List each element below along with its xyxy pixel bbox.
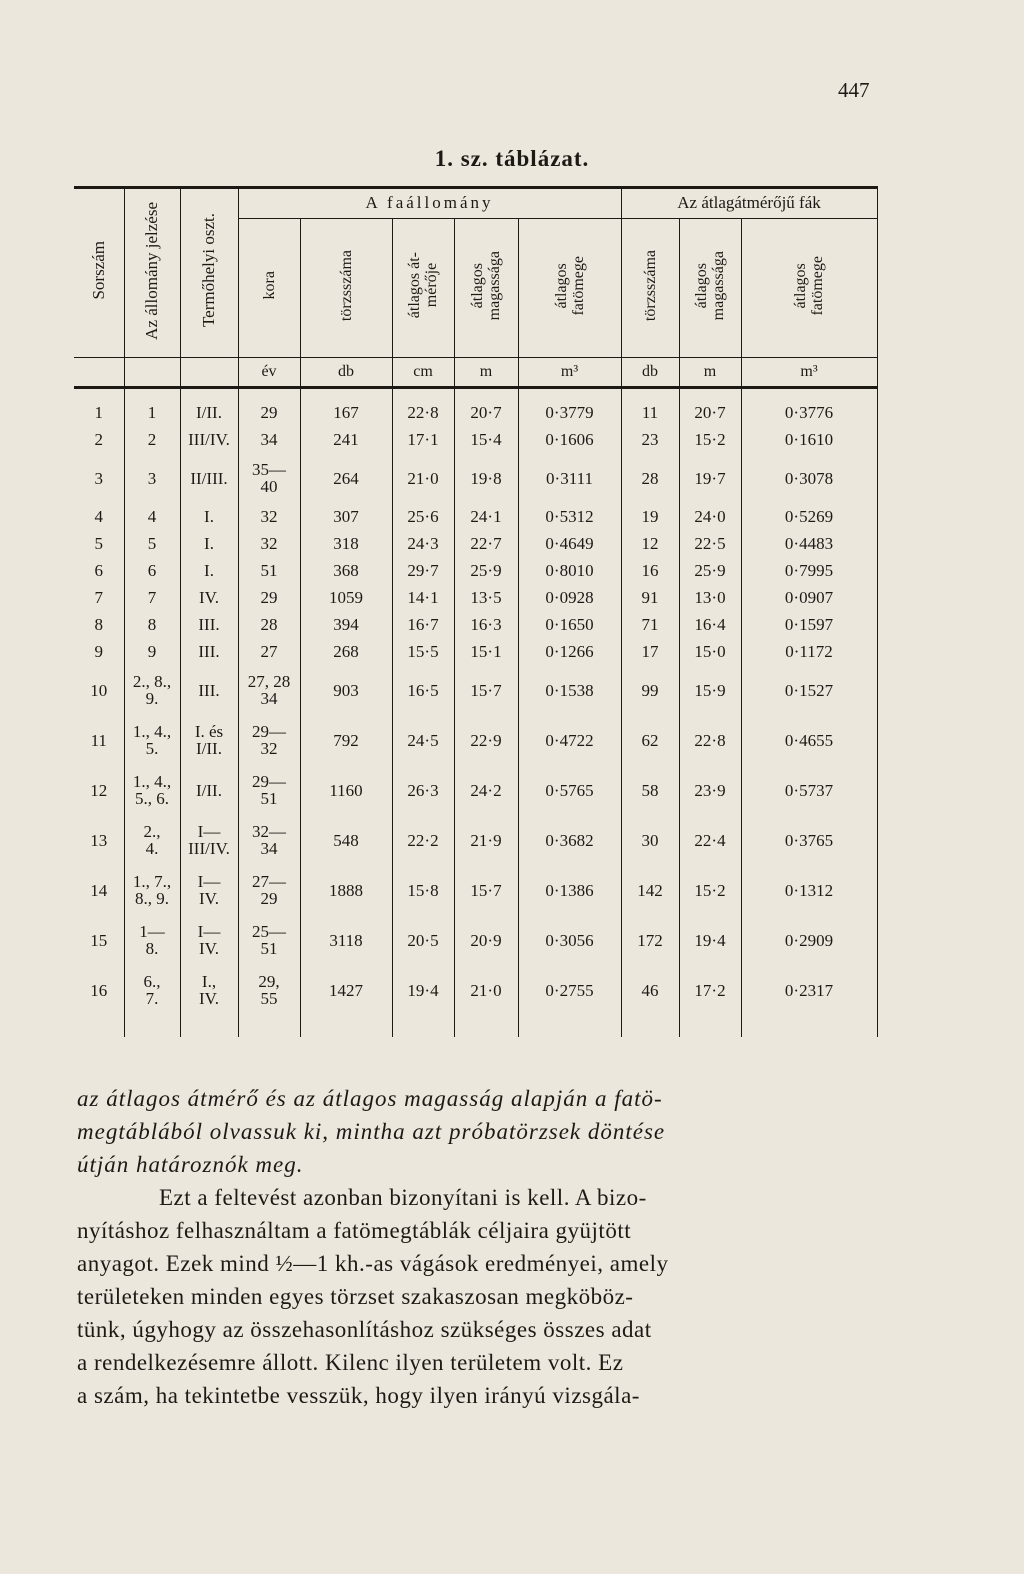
table-cell: 15·1	[454, 638, 518, 665]
table-cell: 5	[124, 530, 180, 557]
table-cell: 0·1610	[741, 426, 877, 453]
table-cell: 8	[74, 611, 124, 638]
table-row	[74, 815, 877, 865]
table-row	[74, 638, 877, 665]
table-row	[74, 388, 877, 427]
table-body	[74, 388, 877, 1038]
table-cell: 25·6	[392, 503, 454, 530]
table-cell: 7	[74, 584, 124, 611]
table-cell: 8	[124, 611, 180, 638]
table-cell: 35— 40	[238, 453, 300, 503]
text-line: tünk, úgyhogy az összehasonlításhoz szükséges összes adat	[77, 1317, 652, 1342]
unit-cell: db	[300, 358, 392, 388]
table-cell: 24·1	[454, 503, 518, 530]
table-cell: 58	[621, 765, 679, 815]
table-cell: 32	[238, 503, 300, 530]
table-cell: 17	[621, 638, 679, 665]
table-cell: 1	[124, 388, 180, 427]
table-cell: 16·4	[679, 611, 741, 638]
table-cell: 21·0	[392, 453, 454, 503]
table-cell: 0·3078	[741, 453, 877, 503]
table-cell: 9	[124, 638, 180, 665]
table-cell: 12	[74, 765, 124, 815]
col-header-torzsszama: törzsszáma	[300, 218, 392, 357]
table-cell: 29, 55	[238, 965, 300, 1037]
table-cell: 6	[124, 557, 180, 584]
table-cell: 29— 51	[238, 765, 300, 815]
table-cell: 14·1	[392, 584, 454, 611]
table-cell: 19·4	[392, 965, 454, 1037]
table-cell: 14	[74, 865, 124, 915]
table-cell: 23	[621, 426, 679, 453]
table-cell: 24·0	[679, 503, 741, 530]
table-cell: 27— 29	[238, 865, 300, 915]
table-caption: 1. sz. táblázat.	[434, 146, 590, 171]
unit-cell: m	[679, 358, 741, 388]
table-cell: 29	[238, 584, 300, 611]
table-cell: 19·7	[679, 453, 741, 503]
table-cell: 22·4	[679, 815, 741, 865]
table-cell: 19·4	[679, 915, 741, 965]
table-cell: III.	[180, 611, 238, 638]
table-cell: 0·1597	[741, 611, 877, 638]
table-cell: 0·8010	[518, 557, 621, 584]
text-line: nyításhoz felhasználtam a fatömegtáblák céljaira gyüjtött	[77, 1218, 632, 1243]
table-cell: 0·7995	[741, 557, 877, 584]
table-cell: 318	[300, 530, 392, 557]
table-cell: 91	[621, 584, 679, 611]
table-cell: 0·3056	[518, 915, 621, 965]
table-cell: 29— 32	[238, 715, 300, 765]
table-cell: 5	[74, 530, 124, 557]
table-cell: I/II.	[180, 765, 238, 815]
table-cell: I— III/IV.	[180, 815, 238, 865]
table-cell: 792	[300, 715, 392, 765]
table-cell: 2	[124, 426, 180, 453]
table-cell: 7	[124, 584, 180, 611]
table-cell: 6., 7.	[124, 965, 180, 1037]
table-cell: 2	[74, 426, 124, 453]
table-cell: 22·8	[679, 715, 741, 765]
table-cell: 548	[300, 815, 392, 865]
unit-cell: m	[454, 358, 518, 388]
table-cell: 16·5	[392, 665, 454, 715]
table-cell: 15	[74, 915, 124, 965]
italic-paragraph	[77, 1082, 877, 1181]
table-cell: 4	[74, 503, 124, 530]
table-cell: 15·4	[454, 426, 518, 453]
table-cell: 1	[74, 388, 124, 427]
group-header-faallomany: A faállomány	[238, 188, 621, 219]
table-cell: 20·7	[454, 388, 518, 427]
table-cell: 2., 4.	[124, 815, 180, 865]
table-cell: 1., 4., 5., 6.	[124, 765, 180, 815]
text-line: Ezt a feltevést azonban bizonyítani is kell. A bizo-	[159, 1185, 647, 1210]
table-cell: 27	[238, 638, 300, 665]
table-cell: 0·1312	[741, 865, 877, 915]
body-paragraph	[77, 1181, 877, 1412]
text-line: útján határoznók meg.	[77, 1152, 304, 1177]
table-cell: I— IV.	[180, 865, 238, 915]
table-cell: 0·1386	[518, 865, 621, 915]
table-cell: 12	[621, 530, 679, 557]
table-cell: 30	[621, 815, 679, 865]
table-cell: III/IV.	[180, 426, 238, 453]
text-line: területeken minden egyes törzset szakaszosan megköböz-	[77, 1284, 634, 1309]
col-header-torzsszama-2: törzsszáma	[621, 218, 679, 357]
table-cell: I.	[180, 557, 238, 584]
col-header-termohelyi-oszt: Termőhelyi oszt.	[180, 188, 238, 358]
table-cell: 10	[74, 665, 124, 715]
table-cell: 23·9	[679, 765, 741, 815]
table-cell: 24·2	[454, 765, 518, 815]
table-cell: 0·1527	[741, 665, 877, 715]
table-cell: 34	[238, 426, 300, 453]
table-cell: 51	[238, 557, 300, 584]
table-cell: 1427	[300, 965, 392, 1037]
table-cell: I— IV.	[180, 915, 238, 965]
page-number: 447	[838, 78, 870, 102]
table-cell: 13·5	[454, 584, 518, 611]
table-cell: 15·7	[454, 665, 518, 715]
table-cell: 0·3776	[741, 388, 877, 427]
table-row	[74, 557, 877, 584]
table-cell: 24·3	[392, 530, 454, 557]
table-cell: 32	[238, 530, 300, 557]
table-cell: I.	[180, 503, 238, 530]
table-cell: I/II.	[180, 388, 238, 427]
text-line: az átlagos átmérő és az átlagos magasság alapján a fatö-	[77, 1086, 663, 1111]
table-cell: 3	[124, 453, 180, 503]
table-cell: 20·7	[679, 388, 741, 427]
table-row	[74, 715, 877, 765]
table-cell: 19	[621, 503, 679, 530]
table-cell: 1— 8.	[124, 915, 180, 965]
table-cell: 0·5312	[518, 503, 621, 530]
table-cell: 32— 34	[238, 815, 300, 865]
unit-cell: cm	[392, 358, 454, 388]
table-cell: 16·7	[392, 611, 454, 638]
table-cell: 3	[74, 453, 124, 503]
table-row	[74, 915, 877, 965]
col-header-atlagos-magassaga-2: átlagos magassága	[679, 218, 741, 357]
table-cell: 172	[621, 915, 679, 965]
col-header-sorszam: Sorszám	[74, 188, 124, 358]
text-line: anyagot. Ezek mind ½—1 kh.-as vágások eredményei, amely	[77, 1251, 669, 1276]
unit-cell: db	[621, 358, 679, 388]
table-cell: 0·2317	[741, 965, 877, 1037]
table-cell: 13	[74, 815, 124, 865]
table-cell: 0·5737	[741, 765, 877, 815]
table-cell: 394	[300, 611, 392, 638]
table-cell: 0·1172	[741, 638, 877, 665]
table-cell: I., IV.	[180, 965, 238, 1037]
table-cell: 25·9	[454, 557, 518, 584]
table-cell: 28	[621, 453, 679, 503]
table-cell: 241	[300, 426, 392, 453]
table-cell: 15·9	[679, 665, 741, 715]
col-header-atlagos-fatomege: átlagos fatömege	[518, 218, 621, 357]
table-row	[74, 965, 877, 1037]
data-table	[74, 186, 878, 1037]
unit-cell: m³	[518, 358, 621, 388]
table-cell: 2., 8., 9.	[124, 665, 180, 715]
table-cell: 16·3	[454, 611, 518, 638]
table-row	[74, 611, 877, 638]
table-cell: 71	[621, 611, 679, 638]
table-cell: IV.	[180, 584, 238, 611]
table-cell: 15·2	[679, 865, 741, 915]
table-cell: 25·9	[679, 557, 741, 584]
table-cell: 0·5269	[741, 503, 877, 530]
table-cell: 6	[74, 557, 124, 584]
table-cell: 25— 51	[238, 915, 300, 965]
table-cell: 24·5	[392, 715, 454, 765]
table-cell: 28	[238, 611, 300, 638]
table-cell: 21·9	[454, 815, 518, 865]
table-cell: 15·2	[679, 426, 741, 453]
table-cell: 0·4649	[518, 530, 621, 557]
table-cell: 0·3111	[518, 453, 621, 503]
table-cell: 27, 28 34	[238, 665, 300, 715]
table-cell: 3118	[300, 915, 392, 965]
unit-cell: év	[238, 358, 300, 388]
table-cell: 0·3765	[741, 815, 877, 865]
table-row	[74, 503, 877, 530]
col-header-atlagos-magassaga: átlagos magassága	[454, 218, 518, 357]
table-cell: III.	[180, 638, 238, 665]
table-cell: 62	[621, 715, 679, 765]
table-cell: 0·4483	[741, 530, 877, 557]
table-cell: 0·1606	[518, 426, 621, 453]
table-cell: 15·7	[454, 865, 518, 915]
table-row	[74, 665, 877, 715]
table-cell: 22·8	[392, 388, 454, 427]
table-cell: 99	[621, 665, 679, 715]
table-cell: 22·7	[454, 530, 518, 557]
table-row	[74, 426, 877, 453]
text-line: megtáblából olvassuk ki, mintha azt próbatörzsek döntése	[77, 1119, 666, 1144]
table-cell: 20·5	[392, 915, 454, 965]
table-cell: 167	[300, 388, 392, 427]
table-row	[74, 530, 877, 557]
table-cell: 0·3779	[518, 388, 621, 427]
table-cell: 142	[621, 865, 679, 915]
col-header-allomany-jelzes: Az állomány jelzése	[124, 188, 180, 358]
data-table-container	[74, 186, 877, 1037]
table-cell: 0·0928	[518, 584, 621, 611]
table-cell: 15·8	[392, 865, 454, 915]
table-cell: II/III.	[180, 453, 238, 503]
col-header-kora: kora	[238, 218, 300, 357]
table-cell: 0·1650	[518, 611, 621, 638]
table-cell: 0·4655	[741, 715, 877, 765]
table-cell: 4	[124, 503, 180, 530]
table-cell: 0·1538	[518, 665, 621, 715]
table-cell: 0·4722	[518, 715, 621, 765]
table-row	[74, 584, 877, 611]
table-cell: I.	[180, 530, 238, 557]
table-row	[74, 453, 877, 503]
unit-cell: m³	[741, 358, 877, 388]
table-cell: 0·2909	[741, 915, 877, 965]
col-header-atlagos-atmeroje: átlagos át- mérője	[392, 218, 454, 357]
table-cell: 1059	[300, 584, 392, 611]
table-cell: 22·9	[454, 715, 518, 765]
table-cell: 15·0	[679, 638, 741, 665]
table-cell: 19·8	[454, 453, 518, 503]
table-cell: 0·0907	[741, 584, 877, 611]
table-cell: 1., 4., 5.	[124, 715, 180, 765]
table-cell: 9	[74, 638, 124, 665]
group-header-atlagatmeroju: Az átlagátmérőjű fák	[621, 188, 877, 219]
table-cell: 16	[621, 557, 679, 584]
table-cell: 21·0	[454, 965, 518, 1037]
text-line: a szám, ha tekintetbe vesszük, hogy ilyen irányú vizsgála-	[77, 1383, 640, 1408]
table-cell: 17·1	[392, 426, 454, 453]
table-cell: 17·2	[679, 965, 741, 1037]
table-cell: 46	[621, 965, 679, 1037]
table-cell: 13·0	[679, 584, 741, 611]
table-cell: 29	[238, 388, 300, 427]
table-cell: 22·5	[679, 530, 741, 557]
table-row	[74, 865, 877, 915]
table-cell: 0·3682	[518, 815, 621, 865]
table-cell: 268	[300, 638, 392, 665]
table-cell: 1160	[300, 765, 392, 815]
text-line: a rendelkezésemre állott. Kilenc ilyen területem volt. Ez	[77, 1350, 624, 1375]
table-cell: 0·1266	[518, 638, 621, 665]
table-cell: 26·3	[392, 765, 454, 815]
table-cell: 307	[300, 503, 392, 530]
table-row	[74, 765, 877, 815]
table-cell: 1., 7., 8., 9.	[124, 865, 180, 915]
table-cell: 11	[621, 388, 679, 427]
table-cell: 0·5765	[518, 765, 621, 815]
table-cell: 22·2	[392, 815, 454, 865]
table-cell: 368	[300, 557, 392, 584]
table-cell: 11	[74, 715, 124, 765]
table-cell: 16	[74, 965, 124, 1037]
table-cell: I. és I/II.	[180, 715, 238, 765]
table-cell: 20·9	[454, 915, 518, 965]
table-cell: III.	[180, 665, 238, 715]
table-cell: 15·5	[392, 638, 454, 665]
table-cell: 1888	[300, 865, 392, 915]
table-cell: 29·7	[392, 557, 454, 584]
table-cell: 903	[300, 665, 392, 715]
table-cell: 0·2755	[518, 965, 621, 1037]
table-cell: 264	[300, 453, 392, 503]
col-header-atlagos-fatomege-2: átlagos fatömege	[741, 218, 877, 357]
